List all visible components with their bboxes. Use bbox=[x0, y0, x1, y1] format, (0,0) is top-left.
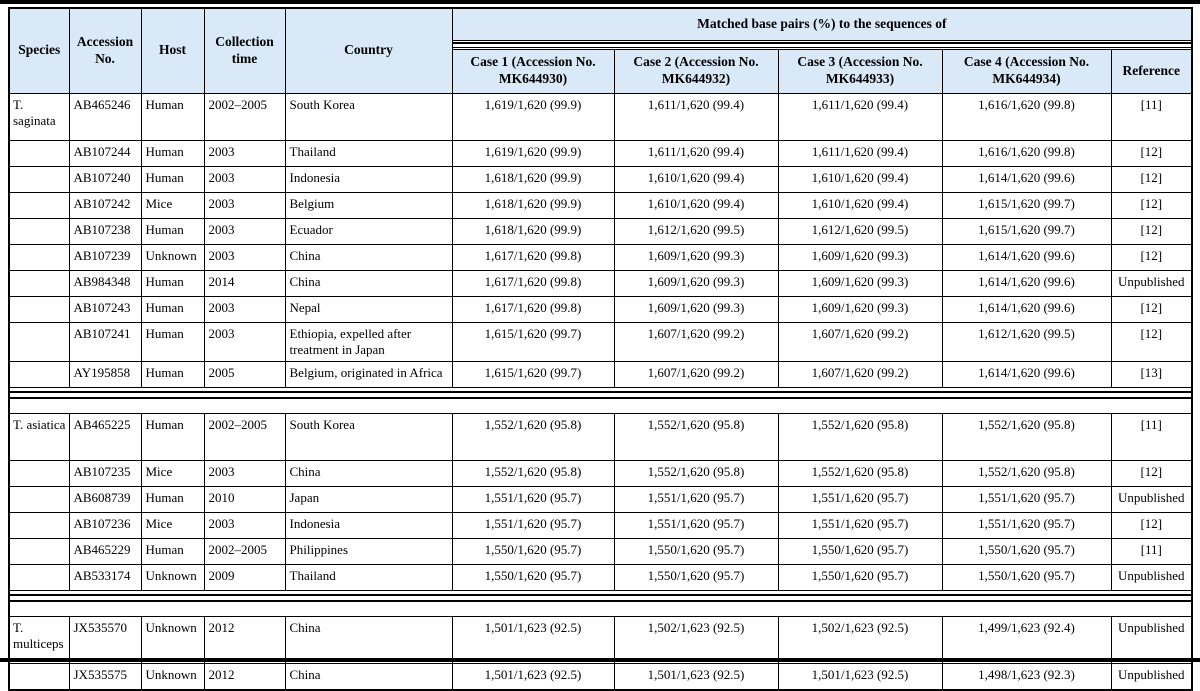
cell-country: South Korea bbox=[285, 93, 452, 140]
col-header-matched-span: Matched base pairs (%) to the sequences of bbox=[452, 8, 1192, 40]
cell-species bbox=[9, 140, 69, 166]
cell-accession: JX535575 bbox=[69, 664, 141, 690]
double-rule-line bbox=[10, 391, 1191, 399]
cell-species bbox=[9, 296, 69, 322]
cell-case4: 1,552/1,620 (95.8) bbox=[942, 414, 1111, 461]
cell-country: China bbox=[285, 244, 452, 270]
table-row bbox=[9, 270, 1192, 296]
table-row bbox=[9, 140, 1192, 166]
cell-country: Thailand bbox=[285, 140, 452, 166]
cell-collection-time: 2003 bbox=[204, 296, 285, 322]
col-header-country: Country bbox=[285, 8, 452, 93]
cell-reference: [12] bbox=[1111, 296, 1192, 322]
table-header bbox=[9, 8, 1192, 93]
table-row bbox=[9, 487, 1192, 513]
cell-collection-time: 2003 bbox=[204, 218, 285, 244]
cell-species: T. multiceps bbox=[9, 617, 69, 664]
cell-species bbox=[9, 244, 69, 270]
cell-country: Belgium, originated in Africa bbox=[285, 362, 452, 388]
cell-country: Thailand bbox=[285, 565, 452, 591]
cell-host: Unknown bbox=[141, 565, 204, 591]
cell-country: South Korea bbox=[285, 414, 452, 461]
cell-reference: [12] bbox=[1111, 461, 1192, 487]
cell-case3: 1,551/1,620 (95.7) bbox=[778, 513, 942, 539]
cell-host: Unknown bbox=[141, 664, 204, 690]
cell-case4: 1,615/1,620 (99.7) bbox=[942, 218, 1111, 244]
cell-case1: 1,551/1,620 (95.7) bbox=[452, 513, 614, 539]
cell-case2: 1,610/1,620 (99.4) bbox=[614, 166, 778, 192]
cell-case4: 1,550/1,620 (95.7) bbox=[942, 565, 1111, 591]
cell-case3: 1,551/1,620 (95.7) bbox=[778, 487, 942, 513]
cell-case4: 1,614/1,620 (99.6) bbox=[942, 166, 1111, 192]
cell-species bbox=[9, 461, 69, 487]
cell-accession: JX535570 bbox=[69, 617, 141, 664]
cell-case1: 1,619/1,620 (99.9) bbox=[452, 93, 614, 140]
cell-case2: 1,609/1,620 (99.3) bbox=[614, 296, 778, 322]
cell-case1: 1,501/1,623 (92.5) bbox=[452, 664, 614, 690]
cell-collection-time: 2002–2005 bbox=[204, 93, 285, 140]
cell-country: China bbox=[285, 461, 452, 487]
bottom-rule bbox=[0, 658, 1200, 662]
cell-host: Human bbox=[141, 539, 204, 565]
cell-case4: 1,616/1,620 (99.8) bbox=[942, 140, 1111, 166]
cell-collection-time: 2002–2005 bbox=[204, 539, 285, 565]
cell-accession: AB107244 bbox=[69, 140, 141, 166]
cell-country: Ethiopia, expelled after treatment in Japan bbox=[285, 322, 452, 362]
cell-host: Human bbox=[141, 140, 204, 166]
cell-case1: 1,552/1,620 (95.8) bbox=[452, 414, 614, 461]
cell-case4: 1,551/1,620 (95.7) bbox=[942, 513, 1111, 539]
table-row bbox=[9, 539, 1192, 565]
cell-accession: AB107240 bbox=[69, 166, 141, 192]
cell-country: China bbox=[285, 270, 452, 296]
cell-accession: AY195858 bbox=[69, 362, 141, 388]
table-row bbox=[9, 565, 1192, 591]
cell-accession: AB533174 bbox=[69, 565, 141, 591]
cell-case3: 1,610/1,620 (99.4) bbox=[778, 166, 942, 192]
cell-country: China bbox=[285, 617, 452, 664]
cell-host: Human bbox=[141, 322, 204, 362]
header-double-rule-cell bbox=[452, 40, 1192, 49]
cell-species bbox=[9, 270, 69, 296]
cell-host: Human bbox=[141, 93, 204, 140]
table-row bbox=[9, 664, 1192, 690]
group-separator bbox=[9, 591, 1192, 617]
cell-species bbox=[9, 192, 69, 218]
cell-case2: 1,611/1,620 (99.4) bbox=[614, 93, 778, 140]
cell-reference: Unpublished bbox=[1111, 664, 1192, 690]
cell-case4: 1,498/1,623 (92.3) bbox=[942, 664, 1111, 690]
cell-case4: 1,614/1,620 (99.6) bbox=[942, 270, 1111, 296]
cell-case1: 1,551/1,620 (95.7) bbox=[452, 487, 614, 513]
cell-collection-time: 2003 bbox=[204, 322, 285, 362]
cell-reference: Unpublished bbox=[1111, 270, 1192, 296]
cell-case1: 1,617/1,620 (99.8) bbox=[452, 270, 614, 296]
cell-species bbox=[9, 362, 69, 388]
cell-case4: 1,615/1,620 (99.7) bbox=[942, 192, 1111, 218]
cell-case2: 1,612/1,620 (99.5) bbox=[614, 218, 778, 244]
cell-collection-time: 2012 bbox=[204, 664, 285, 690]
col-header-case2: Case 2 (Accession No. MK644932) bbox=[614, 49, 778, 93]
cell-species bbox=[9, 166, 69, 192]
sequence-comparison-table bbox=[8, 7, 1193, 691]
cell-reference: [11] bbox=[1111, 93, 1192, 140]
cell-case2: 1,552/1,620 (95.8) bbox=[614, 461, 778, 487]
table-row bbox=[9, 617, 1192, 664]
double-rule-line bbox=[10, 594, 1191, 602]
cell-species: T. saginata bbox=[9, 93, 69, 140]
cell-country: Ecuador bbox=[285, 218, 452, 244]
cell-case1: 1,615/1,620 (99.7) bbox=[452, 362, 614, 388]
cell-host: Human bbox=[141, 218, 204, 244]
table-row bbox=[9, 513, 1192, 539]
table-row bbox=[9, 461, 1192, 487]
cell-species bbox=[9, 664, 69, 690]
cell-reference: [11] bbox=[1111, 539, 1192, 565]
cell-reference: [12] bbox=[1111, 218, 1192, 244]
table-row bbox=[9, 414, 1192, 461]
cell-host: Human bbox=[141, 166, 204, 192]
table-row bbox=[9, 192, 1192, 218]
cell-case3: 1,607/1,620 (99.2) bbox=[778, 362, 942, 388]
cell-collection-time: 2003 bbox=[204, 513, 285, 539]
cell-case4: 1,612/1,620 (99.5) bbox=[942, 322, 1111, 362]
cell-reference: [13] bbox=[1111, 362, 1192, 388]
cell-country: Indonesia bbox=[285, 513, 452, 539]
cell-case2: 1,552/1,620 (95.8) bbox=[614, 414, 778, 461]
cell-collection-time: 2003 bbox=[204, 461, 285, 487]
cell-host: Mice bbox=[141, 192, 204, 218]
cell-case4: 1,614/1,620 (99.6) bbox=[942, 296, 1111, 322]
cell-case3: 1,609/1,620 (99.3) bbox=[778, 296, 942, 322]
cell-species bbox=[9, 513, 69, 539]
cell-case1: 1,618/1,620 (99.9) bbox=[452, 166, 614, 192]
cell-country: China bbox=[285, 664, 452, 690]
cell-case2: 1,551/1,620 (95.7) bbox=[614, 487, 778, 513]
cell-case4: 1,550/1,620 (95.7) bbox=[942, 539, 1111, 565]
cell-case3: 1,607/1,620 (99.2) bbox=[778, 322, 942, 362]
cell-case4: 1,499/1,623 (92.4) bbox=[942, 617, 1111, 664]
cell-case3: 1,609/1,620 (99.3) bbox=[778, 244, 942, 270]
cell-case4: 1,551/1,620 (95.7) bbox=[942, 487, 1111, 513]
cell-reference: [12] bbox=[1111, 166, 1192, 192]
cell-accession: AB107241 bbox=[69, 322, 141, 362]
cell-collection-time: 2010 bbox=[204, 487, 285, 513]
cell-host: Human bbox=[141, 487, 204, 513]
cell-case1: 1,550/1,620 (95.7) bbox=[452, 565, 614, 591]
cell-reference: Unpublished bbox=[1111, 487, 1192, 513]
cell-reference: [12] bbox=[1111, 192, 1192, 218]
cell-reference: Unpublished bbox=[1111, 565, 1192, 591]
col-header-reference: Reference bbox=[1111, 49, 1192, 93]
cell-case4: 1,552/1,620 (95.8) bbox=[942, 461, 1111, 487]
col-header-species: Species bbox=[9, 8, 69, 93]
col-header-case4: Case 4 (Accession No. MK644934) bbox=[942, 49, 1111, 93]
cell-country: Indonesia bbox=[285, 166, 452, 192]
cell-case1: 1,617/1,620 (99.8) bbox=[452, 296, 614, 322]
cell-case4: 1,616/1,620 (99.8) bbox=[942, 93, 1111, 140]
cell-species bbox=[9, 539, 69, 565]
cell-case2: 1,607/1,620 (99.2) bbox=[614, 322, 778, 362]
table-row bbox=[9, 166, 1192, 192]
table-row bbox=[9, 362, 1192, 388]
cell-accession: AB465225 bbox=[69, 414, 141, 461]
table-row bbox=[9, 218, 1192, 244]
cell-host: Human bbox=[141, 296, 204, 322]
cell-collection-time: 2003 bbox=[204, 192, 285, 218]
top-rule bbox=[0, 0, 1200, 4]
cell-case3: 1,552/1,620 (95.8) bbox=[778, 461, 942, 487]
cell-accession: AB465229 bbox=[69, 539, 141, 565]
group-separator-cell bbox=[9, 591, 1192, 617]
cell-collection-time: 2009 bbox=[204, 565, 285, 591]
cell-case2: 1,610/1,620 (99.4) bbox=[614, 192, 778, 218]
cell-case2: 1,609/1,620 (99.3) bbox=[614, 244, 778, 270]
cell-collection-time: 2003 bbox=[204, 140, 285, 166]
cell-reference: [12] bbox=[1111, 140, 1192, 166]
col-header-collection-time: Collection time bbox=[204, 8, 285, 93]
cell-accession: AB608739 bbox=[69, 487, 141, 513]
cell-case3: 1,612/1,620 (99.5) bbox=[778, 218, 942, 244]
cell-case3: 1,611/1,620 (99.4) bbox=[778, 93, 942, 140]
table-row bbox=[9, 296, 1192, 322]
cell-collection-time: 2014 bbox=[204, 270, 285, 296]
cell-country: Belgium bbox=[285, 192, 452, 218]
cell-case2: 1,550/1,620 (95.7) bbox=[614, 539, 778, 565]
cell-reference: Unpublished bbox=[1111, 617, 1192, 664]
group-separator bbox=[9, 388, 1192, 414]
cell-accession: AB465246 bbox=[69, 93, 141, 140]
cell-case3: 1,502/1,623 (92.5) bbox=[778, 617, 942, 664]
cell-host: Human bbox=[141, 362, 204, 388]
cell-case2: 1,501/1,623 (92.5) bbox=[614, 664, 778, 690]
col-header-host: Host bbox=[141, 8, 204, 93]
cell-case4: 1,614/1,620 (99.6) bbox=[942, 244, 1111, 270]
cell-reference: [12] bbox=[1111, 513, 1192, 539]
col-header-accession: Accession No. bbox=[69, 8, 141, 93]
table-row bbox=[9, 244, 1192, 270]
cell-case3: 1,550/1,620 (95.7) bbox=[778, 539, 942, 565]
group-separator-cell bbox=[9, 388, 1192, 414]
cell-country: Nepal bbox=[285, 296, 452, 322]
cell-species bbox=[9, 565, 69, 591]
cell-case1: 1,501/1,623 (92.5) bbox=[452, 617, 614, 664]
cell-case1: 1,552/1,620 (95.8) bbox=[452, 461, 614, 487]
cell-species: T. asiatica bbox=[9, 414, 69, 461]
table-row bbox=[9, 93, 1192, 140]
cell-collection-time: 2012 bbox=[204, 617, 285, 664]
cell-reference: [12] bbox=[1111, 322, 1192, 362]
cell-host: Mice bbox=[141, 461, 204, 487]
cell-case2: 1,502/1,623 (92.5) bbox=[614, 617, 778, 664]
col-header-case3: Case 3 (Accession No. MK644933) bbox=[778, 49, 942, 93]
cell-case1: 1,619/1,620 (99.9) bbox=[452, 140, 614, 166]
cell-case3: 1,610/1,620 (99.4) bbox=[778, 192, 942, 218]
cell-case2: 1,609/1,620 (99.3) bbox=[614, 270, 778, 296]
cell-host: Unknown bbox=[141, 617, 204, 664]
header-row-top bbox=[9, 8, 1192, 40]
cell-collection-time: 2002–2005 bbox=[204, 414, 285, 461]
cell-case1: 1,615/1,620 (99.7) bbox=[452, 322, 614, 362]
cell-case2: 1,607/1,620 (99.2) bbox=[614, 362, 778, 388]
cell-accession: AB107239 bbox=[69, 244, 141, 270]
cell-accession: AB107238 bbox=[69, 218, 141, 244]
table-body bbox=[9, 93, 1192, 690]
cell-country: Japan bbox=[285, 487, 452, 513]
cell-case3: 1,609/1,620 (99.3) bbox=[778, 270, 942, 296]
double-rule-line bbox=[453, 42, 1192, 48]
cell-country: Philippines bbox=[285, 539, 452, 565]
cell-accession: AB984348 bbox=[69, 270, 141, 296]
cell-case2: 1,551/1,620 (95.7) bbox=[614, 513, 778, 539]
cell-accession: AB107242 bbox=[69, 192, 141, 218]
cell-case3: 1,550/1,620 (95.7) bbox=[778, 565, 942, 591]
cell-species bbox=[9, 218, 69, 244]
cell-case1: 1,618/1,620 (99.9) bbox=[452, 218, 614, 244]
cell-reference: [12] bbox=[1111, 244, 1192, 270]
cell-case3: 1,611/1,620 (99.4) bbox=[778, 140, 942, 166]
cell-collection-time: 2003 bbox=[204, 166, 285, 192]
cell-case4: 1,614/1,620 (99.6) bbox=[942, 362, 1111, 388]
cell-case1: 1,618/1,620 (99.9) bbox=[452, 192, 614, 218]
cell-host: Unknown bbox=[141, 244, 204, 270]
cell-host: Mice bbox=[141, 513, 204, 539]
cell-case3: 1,552/1,620 (95.8) bbox=[778, 414, 942, 461]
cell-case3: 1,501/1,623 (92.5) bbox=[778, 664, 942, 690]
cell-species bbox=[9, 487, 69, 513]
cell-accession: AB107235 bbox=[69, 461, 141, 487]
cell-case2: 1,550/1,620 (95.7) bbox=[614, 565, 778, 591]
cell-species bbox=[9, 322, 69, 362]
cell-case2: 1,611/1,620 (99.4) bbox=[614, 140, 778, 166]
cell-case1: 1,617/1,620 (99.8) bbox=[452, 244, 614, 270]
cell-accession: AB107236 bbox=[69, 513, 141, 539]
cell-accession: AB107243 bbox=[69, 296, 141, 322]
cell-collection-time: 2003 bbox=[204, 244, 285, 270]
table-row bbox=[9, 322, 1192, 362]
cell-reference: [11] bbox=[1111, 414, 1192, 461]
cell-host: Human bbox=[141, 414, 204, 461]
cell-host: Human bbox=[141, 270, 204, 296]
cell-case1: 1,550/1,620 (95.7) bbox=[452, 539, 614, 565]
col-header-case1: Case 1 (Accession No. MK644930) bbox=[452, 49, 614, 93]
cell-collection-time: 2005 bbox=[204, 362, 285, 388]
